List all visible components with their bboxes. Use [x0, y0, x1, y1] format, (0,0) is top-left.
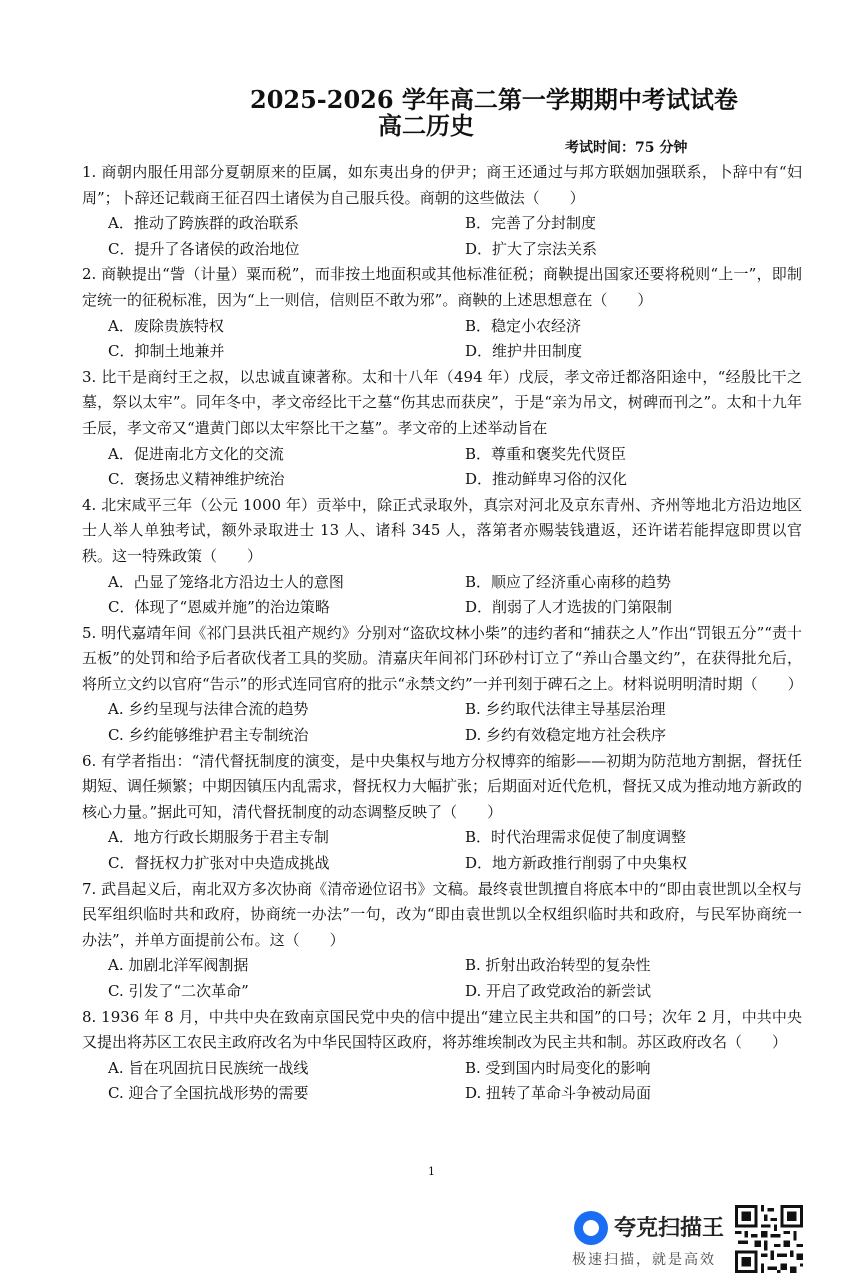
option-a: A．凸显了笼络北方沿边士人的意图: [108, 572, 344, 591]
option-b: B．时代治理需求促使了制度调整: [465, 828, 687, 847]
question-7: [82, 877, 802, 1005]
question-stem: 2. 商鞅提出“訾（计量）粟而税”，而非按土地面积或其他标准征税；商鞅提出国家还要将税则“上一”，即制定统一的征税标准，因为“上一则信，信则臣不敢为邪”。商鞅的上述思想意在（ ）: [82, 265, 802, 309]
scanner-logo-icon: [574, 1211, 608, 1245]
question-stem: 1. 商朝内服任用部分夏朝原来的臣属，如东夷出身的伊尹；商王还通过与邦方联姻加强联系，卜辞中有“妇周”；卜辞还记载商王征召四土诸侯为自己服兵役。商朝的这些做法（ ）: [82, 163, 802, 207]
question-stem: 3. 比干是商纣王之叔，以忠诚直谏著称。太和十八年（494 年）戊辰，孝文帝迁都洛阳途中，“经殷比干之墓，祭以太牢”。同年冬中，孝文帝经比干之墓“伤其忠而获戾”，于是“亲为吊文，树碑而刊之”。太和十九年壬辰，孝文帝又“遣黄门郎以太牢祭比干之墓”。孝文帝的上述举动旨在: [82, 367, 802, 437]
question-4: [82, 493, 802, 621]
option-b: B．顺应了经济重心南移的趋势: [465, 572, 672, 591]
option-row: [82, 570, 802, 596]
question-2: [82, 262, 802, 364]
option-b: B. 折射出政治转型的复杂性: [465, 956, 651, 975]
exam-time: 考试时间：75 分钟: [565, 140, 688, 156]
option-d: D. 开启了政党政治的新尝试: [465, 982, 652, 1000]
option-c: C．抑制土地兼并: [108, 342, 225, 361]
qr-code-icon: [735, 1205, 803, 1273]
option-row: [82, 1056, 802, 1082]
option-b: B. 乡约取代法律主导基层治理: [465, 700, 666, 719]
option-a: A．促进南北方文化的交流: [108, 444, 284, 463]
option-d: D．削弱了人才选拔的门第限制: [465, 598, 673, 617]
option-a: A. 加剧北洋军阀割据: [108, 956, 249, 975]
option-row: [82, 825, 802, 851]
question-1: [82, 160, 802, 262]
option-row: [82, 467, 802, 493]
option-c: C. 引发了“二次革命”: [108, 982, 249, 1000]
option-c: C．体现了“恩威并施”的治边策略: [108, 598, 330, 617]
option-d: D．维护井田制度: [465, 342, 583, 361]
option-b: B．完善了分封制度: [465, 214, 597, 233]
option-row: [82, 211, 802, 237]
question-5: [82, 621, 802, 749]
question-stem: 4. 北宋咸平三年（公元 1000 年）贡举中，除正式录取外，真宗对河北及京东青州、齐州等地北方沿边地区士人举人单独考试，额外录取进士 13 人、诸科 345 人，落第者亦赐装钱遣返，还许诺若能捍寇即贯以官秩。这一特殊政策（ ）: [82, 495, 802, 565]
option-c: C. 迎合了全国抗战形势的需要: [108, 1084, 309, 1103]
option-c: C．督抚权力扩张对中央造成挑战: [108, 854, 330, 873]
option-row: [82, 723, 802, 749]
question-stem: 8. 1936 年 8 月，中共中央在致南京国民党中央的信中提出“建立民主共和国”的口号；次年 2 月，中共中央又提出将苏区工农民主政府改名为中华民国特区政府，将苏维埃制改为民主共和制。苏区政府改名（ ）: [82, 1007, 802, 1052]
option-row: [82, 851, 802, 877]
option-row: [82, 442, 802, 468]
option-d: D．扩大了宗法关系: [465, 239, 598, 258]
option-b: B．尊重和褒奖先代贤臣: [465, 444, 627, 463]
question-stem: 5. 明代嘉靖年间《祁门县洪氏祖产规约》分别对“盗砍坟林小柴”的违约者和“捕获之人”作出“罚银五分”“责十五板”的处罚和给予后者砍伐者工具的奖励。清嘉庆年间祁门环砂村订立了“养山合墨文约”，在获得批允后，将所立文约以官府“告示”的形式连同官府的批示“永禁文约”一并刊刻于碑石之上。材料说明明清时期（ ）: [82, 623, 803, 693]
option-row: [82, 979, 802, 1005]
question-stem: 7. 武昌起义后，南北双方多次协商《清帝逊位诏书》文稿。最终袁世凯擅自将底本中的“即由袁世凯以全权与民军组织临时共和政府，协商统一办法”一句，改为“即由袁世凯以全权组织临时共和政府，与民军协商统一办法”，并单方面提前公布。这（ ）: [82, 879, 802, 949]
question-6: [82, 749, 802, 877]
option-b: B. 受到国内时局变化的影响: [465, 1058, 651, 1077]
option-d: D．地方新政推行削弱了中央集权: [465, 854, 688, 873]
option-c: C．提升了各诸侯的政治地位: [108, 239, 300, 258]
scanner-slogan: 极速扫描，就是高效: [572, 1252, 716, 1268]
exam-title: 2025-2026 学年高二第一学期期中考试试卷: [250, 85, 738, 114]
exam-subtitle: 高二历史: [378, 111, 474, 140]
option-a: A．地方行政长期服务于君主专制: [108, 828, 329, 847]
option-d: D．推动鲜卑习俗的汉化: [465, 470, 628, 489]
option-row: [82, 237, 802, 263]
question-8: [82, 1005, 802, 1107]
scanner-watermark: [570, 1205, 740, 1271]
option-b: B．稳定小农经济: [465, 316, 582, 335]
question-3: [82, 365, 802, 493]
option-a: A．废除贵族特权: [108, 316, 224, 335]
question-list: [82, 160, 802, 1107]
option-a: A. 旨在巩固抗日民族统一战线: [108, 1058, 309, 1077]
option-c: C．褒扬忠义精神维护统治: [108, 470, 285, 489]
option-row: [82, 339, 802, 365]
option-row: [82, 595, 802, 621]
option-row: [82, 697, 802, 723]
scanner-name: 夸克扫描王: [614, 1216, 725, 1241]
option-row: [82, 1081, 802, 1107]
option-a: A. 乡约呈现与法律合流的趋势: [108, 700, 309, 719]
option-d: D. 乡约有效稳定地方社会秩序: [465, 726, 667, 745]
option-a: A．推动了跨族群的政治联系: [108, 214, 299, 233]
option-row: [82, 953, 802, 979]
question-stem: 6. 有学者指出：“清代督抚制度的演变，是中央集权与地方分权博弈的缩影——初期为防范地方割据，督抚任期短、调任频繁；中期因镇压内乱需求，督抚权力大幅扩张；后期面对近代危机，督抚又成为推动地方新政的核心力量。”据此可知，清代督抚制度的动态调整反映了（ ）: [82, 751, 803, 821]
option-c: C. 乡约能够维护君主专制统治: [108, 726, 309, 745]
page-number: 1: [428, 1165, 435, 1178]
option-row: [82, 314, 802, 340]
option-d: D. 扭转了革命斗争被动局面: [465, 1084, 652, 1103]
